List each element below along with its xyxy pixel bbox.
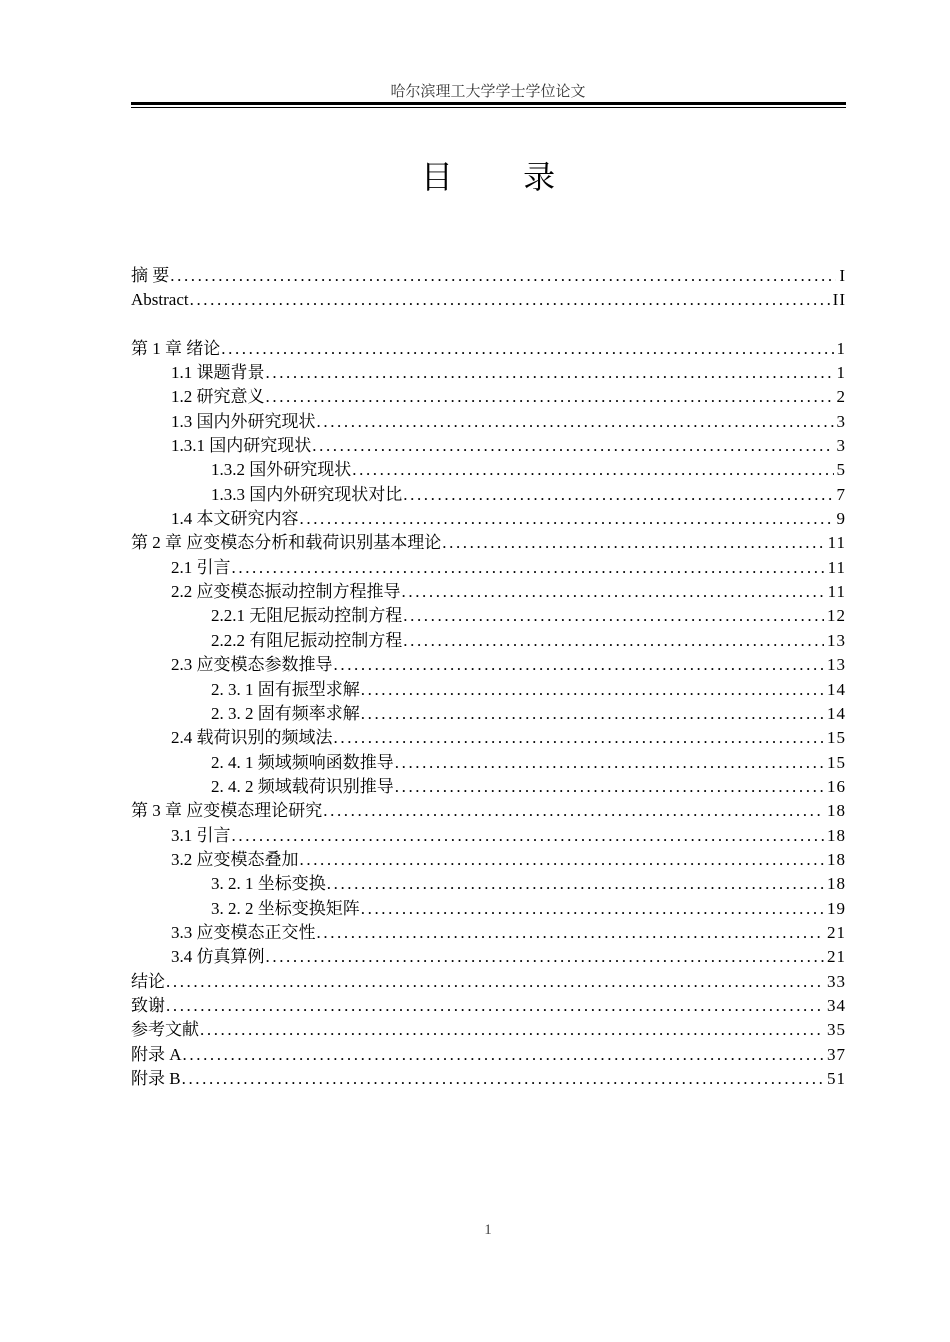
toc-entry-label: 2.4 载荷识别的频域法 [171,728,333,748]
toc-entry[interactable] [131,337,846,361]
toc-entry-page: 13 [827,630,846,650]
toc-leader-dots [182,1067,824,1091]
toc-entry-page: 14 [827,703,846,723]
toc-entry-label: 1.2 研究意义 [171,387,265,407]
toc-entry-page: 11 [827,533,846,553]
toc-entry[interactable] [131,970,846,994]
toc-entry-label: 参考文献 [131,1020,199,1040]
toc-entry-page: 5 [836,460,846,480]
toc-leader-dots [317,410,834,434]
toc-entry-label: 3.3 应变模态正交性 [171,922,316,942]
toc-leader-dots [266,361,834,385]
toc-entry-label: 2.2 应变模态振动控制方程推导 [171,582,401,602]
toc-entry-page: 2 [836,387,846,407]
toc-entry[interactable] [131,483,846,507]
toc-entry[interactable] [131,264,846,288]
toc-entry-label: 2.3 应变模态参数推导 [171,655,333,675]
toc-entry[interactable] [131,824,846,848]
toc-leader-dots [317,921,825,945]
toc-entry[interactable] [131,434,846,458]
toc-entry[interactable] [131,1067,846,1091]
toc-entry-label: 附录 B [131,1069,181,1088]
toc-entry[interactable] [131,702,846,726]
toc-leader-dots [395,751,824,775]
toc-leader-dots [352,458,833,482]
toc-entry-page: 51 [827,1069,846,1088]
toc-entry-page: 35 [827,1020,846,1040]
toc-entry-page: 3 [836,436,846,456]
toc-entry-label: 2. 4. 1 频域频响函数推导 [211,752,394,772]
toc-entry[interactable] [131,385,846,409]
toc-leader-dots [312,434,833,458]
toc-entry-page: 11 [827,582,846,602]
toc-entry-page: 13 [827,655,846,675]
toc-entry[interactable] [131,897,846,921]
toc-entry-page: 1 [836,363,846,383]
toc-entry[interactable] [131,531,846,555]
toc-leader-dots [232,556,825,580]
toc-entry[interactable] [131,945,846,969]
toc-entry-page: 34 [827,995,846,1015]
toc-entry[interactable] [131,580,846,604]
toc-leader-dots [442,531,824,555]
page-number: 1 [484,1222,492,1238]
toc-entry-page: 16 [827,776,846,796]
toc-leader-dots [166,994,824,1018]
toc-leader-dots [361,678,824,702]
toc-entry[interactable] [131,726,846,750]
toc-leader-dots [300,848,825,872]
toc-entry[interactable] [131,994,846,1018]
toc-entry-label: 致谢 [131,995,165,1015]
toc-entry[interactable] [131,653,846,677]
toc-entry-label: 2.1 引言 [171,557,231,577]
toc-entry-label: 3. 2. 2 坐标变换矩阵 [211,898,360,918]
table-of-contents [131,264,846,1091]
toc-entry-label: 摘 要 [131,266,170,285]
toc-entry-page: 21 [827,922,846,942]
toc-entry-label: 第 3 章 应变模态理论研究 [131,801,323,821]
toc-leader-dots [300,507,834,531]
toc-entry-page: 15 [827,752,846,772]
toc-leader-dots [361,702,824,726]
toc-title: 目 录 [420,158,586,196]
toc-leader-dots [403,629,824,653]
toc-entry-page: 18 [827,874,846,894]
toc-leader-dots [402,580,825,604]
toc-leader-dots [395,775,824,799]
toc-leader-dots [403,483,833,507]
toc-entry[interactable] [131,1043,846,1067]
toc-entry-page: 11 [827,557,846,577]
toc-entry-label: 1.3 国内外研究现状 [171,411,316,431]
toc-leader-dots [266,385,834,409]
toc-leader-dots [334,653,825,677]
toc-entry-label: 2. 4. 2 频域载荷识别推导 [211,776,394,796]
toc-entry-page: 12 [827,606,846,626]
toc-leader-dots [323,799,824,823]
toc-entry-label: 1.3.3 国内外研究现状对比 [211,484,403,504]
toc-entry[interactable] [131,799,846,823]
toc-leader-dots [190,288,830,312]
toc-entry-label: 第 1 章 绪论 [131,338,221,358]
toc-leader-dots [183,1043,824,1067]
toc-entry-page: 9 [836,509,846,529]
toc-entry[interactable] [131,361,846,385]
toc-leader-dots [403,604,824,628]
toc-entry[interactable] [131,410,846,434]
toc-entry-page: 33 [827,971,846,991]
toc-entry-page: 21 [827,947,846,967]
toc-entry[interactable] [131,556,846,580]
toc-entry-label: 3. 2. 1 坐标变换 [211,874,326,894]
toc-leader-dots [266,945,825,969]
toc-entry[interactable] [131,921,846,945]
toc-entry-page: 1 [836,338,846,358]
toc-entry[interactable] [131,458,846,482]
toc-entry[interactable] [131,1018,846,1042]
toc-entry-page: I [839,266,846,285]
toc-entry[interactable] [131,872,846,896]
toc-leader-dots [166,970,824,994]
toc-entry-page: 18 [827,801,846,821]
toc-entry[interactable] [131,288,846,312]
toc-entry-page: 3 [836,411,846,431]
toc-entry-page: 14 [827,679,846,699]
toc-entry-page: II [832,290,846,310]
header-rule-thick [131,102,846,105]
toc-leader-dots [334,726,825,750]
toc-leader-dots [170,264,836,288]
toc-entry-label: 3.2 应变模态叠加 [171,849,299,869]
toc-entry-page: 18 [827,825,846,845]
toc-entry-page: 18 [827,849,846,869]
toc-entry-label: 附录 A [131,1044,182,1064]
toc-entry[interactable] [131,678,846,702]
toc-leader-dots [327,872,824,896]
toc-entry-label: 2. 3. 2 固有频率求解 [211,703,360,723]
toc-entry[interactable] [131,775,846,799]
toc-leader-dots [221,337,833,361]
toc-entry-label: 1.4 本文研究内容 [171,509,299,529]
toc-entry[interactable] [131,507,846,531]
toc-entry-label: 3.1 引言 [171,825,231,845]
toc-entry[interactable] [131,629,846,653]
toc-leader-dots [232,824,825,848]
toc-entry-label: 3.4 仿真算例 [171,947,265,967]
toc-entry[interactable] [131,604,846,628]
toc-entry-page: 19 [827,898,846,918]
header-rule-thin [131,107,846,108]
toc-entry-label: 2. 3. 1 固有振型求解 [211,679,360,699]
toc-entry-label: 1.1 课题背景 [171,363,265,383]
toc-entry-label: 2.2.2 有阻尼振动控制方程 [211,630,403,650]
toc-entry-page: 7 [836,484,846,504]
toc-entry-label: 1.3.2 国外研究现状 [211,460,352,480]
toc-entry-label: Abstract [131,290,189,310]
toc-entry[interactable] [131,751,846,775]
toc-entry-page: 15 [827,728,846,748]
toc-leader-dots [361,897,824,921]
running-header: 哈尔滨理工大学学士学位论文 [390,84,586,100]
toc-entry-page: 37 [827,1044,846,1064]
toc-entry-label: 1.3.1 国内研究现状 [171,436,312,456]
toc-entry-label: 第 2 章 应变模态分析和载荷识别基本理论 [131,533,442,553]
toc-entry-label: 结论 [131,971,165,991]
toc-entry-label: 2.2.1 无阻尼振动控制方程 [211,606,403,626]
toc-entry[interactable] [131,848,846,872]
toc-leader-dots [200,1018,824,1042]
